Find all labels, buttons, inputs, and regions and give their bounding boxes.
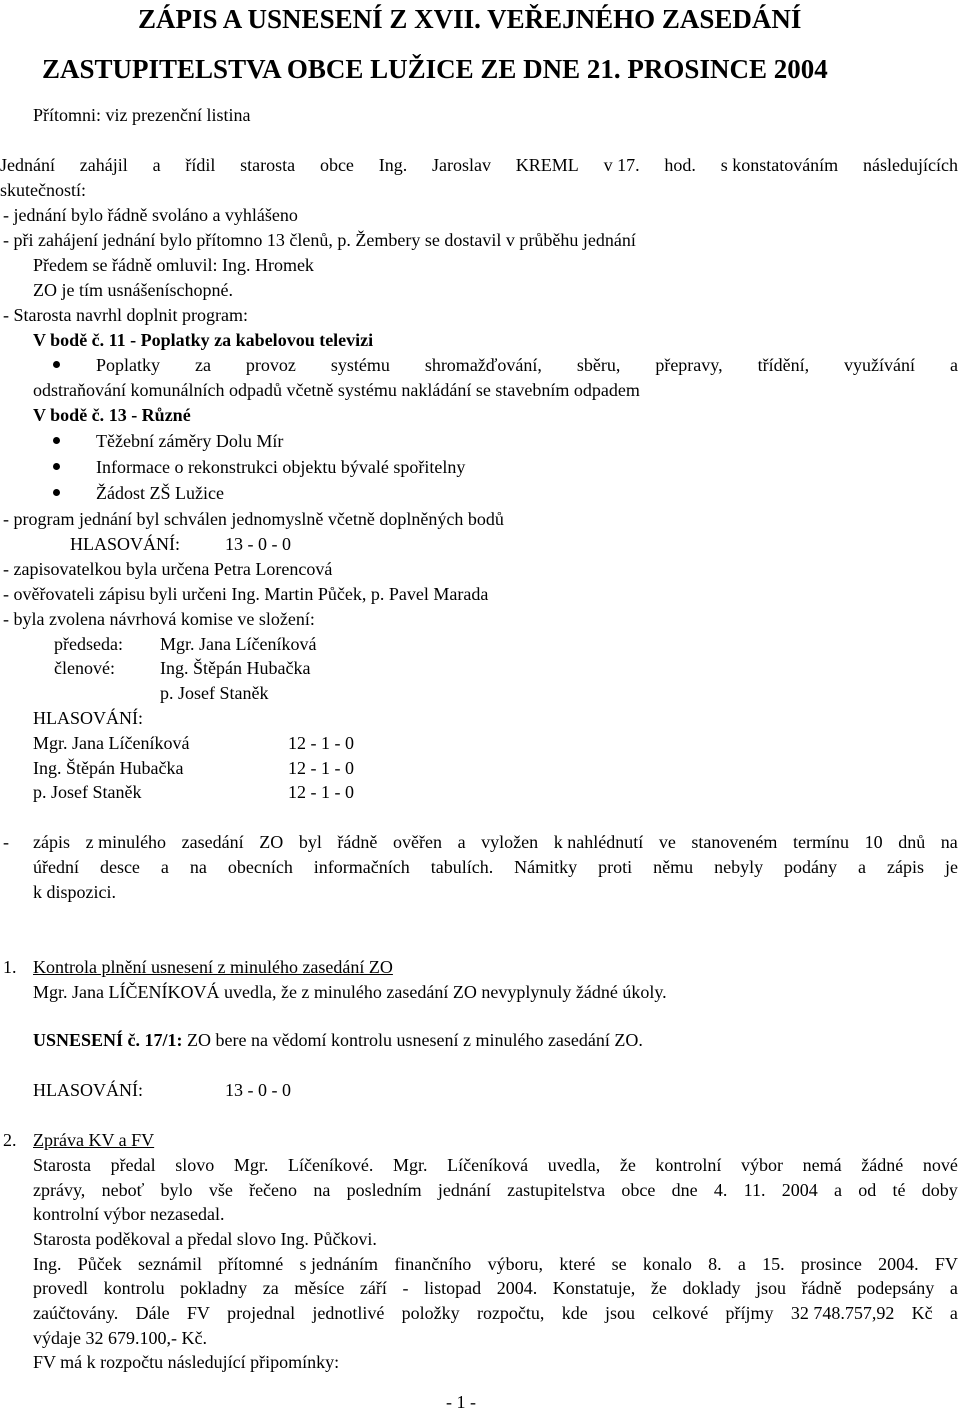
resolution-text: ZO bere na vědomí kontrolu usnesení z minulého zasedání ZO. — [182, 1030, 643, 1050]
word: že — [619, 1155, 636, 1175]
word: k nahlédnutí — [553, 832, 644, 852]
section-2-p3-line-3 — [33, 1304, 958, 1322]
committee-vote-result: 12 - 1 - 0 — [288, 782, 354, 802]
word: 11. — [743, 1180, 766, 1200]
member-1: Ing. Štěpán Hubačka — [160, 658, 311, 678]
word: nemá — [802, 1155, 842, 1175]
section-1-vote-result: 13 - 0 - 0 — [225, 1080, 291, 1100]
committee-vote-result: 12 - 1 - 0 — [288, 758, 354, 778]
word: položky — [401, 1303, 460, 1323]
word: informačních — [313, 857, 410, 877]
word: jednání — [437, 1180, 491, 1200]
word: na — [940, 832, 958, 852]
word: provoz — [245, 355, 296, 375]
word: kontrolní — [655, 1155, 722, 1175]
word: podepsány — [857, 1278, 935, 1298]
word: Půček — [77, 1254, 122, 1274]
chair-label: předseda: — [54, 634, 123, 654]
section-1-number: 1. — [3, 957, 17, 977]
word: Starosta — [33, 1155, 91, 1175]
word: vyložen — [481, 832, 539, 852]
word: přítomné — [218, 1254, 284, 1274]
word: Mgr. — [393, 1155, 428, 1175]
attendance-line: Přítomni: viz prezenční listina — [33, 105, 251, 125]
word: zprávy, — [33, 1180, 86, 1200]
document-title-line2: ZASTUPITELSTVA OBCE LUŽICE ZE DNE 21. PROSINCE 2004 — [42, 54, 828, 84]
word: byl — [298, 832, 322, 852]
word: a — [160, 857, 169, 877]
word: Námitky — [514, 857, 578, 877]
word: 4. — [713, 1180, 728, 1200]
word: Dále — [135, 1303, 170, 1323]
word: obce — [319, 155, 354, 175]
word: Ing. — [378, 155, 408, 175]
word: KREML — [515, 155, 579, 175]
word: termínu — [793, 832, 849, 852]
word: předal — [110, 1155, 156, 1175]
word: na — [313, 1180, 331, 1200]
word: jsou — [605, 1303, 636, 1323]
word: a — [152, 155, 161, 175]
word: s konstatováním — [720, 155, 839, 175]
word: sběru, — [576, 355, 621, 375]
opening-item-1: - jednání bylo řádně svoláno a vyhlášeno — [3, 205, 298, 225]
word: výboru, — [487, 1254, 544, 1274]
word: listopad — [424, 1278, 482, 1298]
section-2-title: Zpráva KV a FV — [33, 1130, 155, 1150]
word: zastupitelstva — [507, 1180, 606, 1200]
opening-line-2: skutečností: — [0, 180, 86, 200]
resolution-label: USNESENÍ č. 17/1: — [33, 1030, 183, 1050]
word: s jednáním — [299, 1254, 379, 1274]
word: neboť — [101, 1180, 145, 1200]
word: bylo — [160, 1180, 193, 1200]
point-13-bullet-1: Těžební záměry Dolu Mír — [96, 431, 284, 451]
word: konalo — [642, 1254, 692, 1274]
word: prosince — [800, 1254, 862, 1274]
opening-line-1 — [0, 156, 958, 174]
word: výbor — [741, 1155, 784, 1175]
word: doklady — [682, 1278, 741, 1298]
section-1-vote-label: HLASOVÁNÍ: — [33, 1080, 143, 1100]
point-13-heading-prefix: V bodě č. — [33, 405, 105, 425]
word: ověřen — [393, 832, 442, 852]
word: a — [949, 1303, 958, 1323]
word: jednotlivé — [312, 1303, 385, 1323]
word: shromažďování, — [424, 355, 542, 375]
word: v 17. — [603, 155, 640, 175]
word: vše — [208, 1180, 233, 1200]
word: hod. — [664, 155, 696, 175]
word: které — [559, 1254, 596, 1274]
word: ZO — [259, 832, 284, 852]
word: a — [834, 1180, 842, 1200]
section-2-p3-line-2 — [33, 1279, 958, 1297]
word: řádně — [337, 832, 378, 852]
committee-line: - byla zvolena návrhová komise ve složení: — [3, 609, 315, 629]
word: té — [892, 1180, 906, 1200]
word: úřední — [33, 857, 79, 877]
section-2-p1-line-3: kontrolní výbor nezasedal. — [33, 1204, 225, 1224]
word: kontrolu — [103, 1278, 165, 1298]
word: kde — [561, 1303, 588, 1323]
word: a — [457, 832, 466, 852]
word: řídil — [185, 155, 216, 175]
word: posledním — [346, 1180, 422, 1200]
word: rozpočtu, — [476, 1303, 545, 1323]
program-vote-label: HLASOVÁNÍ: — [70, 534, 180, 554]
previous-minutes-line-1 — [33, 833, 958, 851]
word: nové — [922, 1155, 958, 1175]
word: uvedla, — [547, 1155, 601, 1175]
word: ve — [658, 832, 676, 852]
bullet-icon — [53, 489, 60, 496]
word: dnů — [898, 832, 926, 852]
word: za — [262, 1278, 279, 1298]
word: je — [944, 857, 958, 877]
word: projednal — [227, 1303, 296, 1323]
word: zápis — [886, 857, 924, 877]
point-13-heading — [33, 406, 191, 424]
word: 8. — [708, 1254, 722, 1274]
word: Líčeníkové. — [287, 1155, 374, 1175]
section-2-p4: FV má k rozpočtu následující připomínky: — [33, 1352, 340, 1372]
bullet-icon — [53, 463, 60, 470]
word: obce — [621, 1180, 656, 1200]
word: němu — [653, 857, 694, 877]
excused-line: Předem se řádně omluvil: Ing. Hromek — [33, 255, 314, 275]
word: 2004. — [878, 1254, 919, 1274]
word: 2004. — [496, 1278, 538, 1298]
word: na — [189, 857, 207, 877]
word: dne — [671, 1180, 698, 1200]
word: 32 748.757,92 — [790, 1303, 895, 1323]
point-11-bullet-line-2: odstraňování komunálních odpadů včetně systému nakládání se stavebním odpadem — [33, 380, 640, 400]
verifiers-line: - ověřovateli zápisu byli určeni Ing. Martin Půček, p. Pavel Marada — [3, 584, 489, 604]
point-11-bullet-line-1 — [96, 356, 958, 374]
section-1-resolution — [33, 1031, 643, 1049]
opening-item-2: - při zahájení jednání bylo přítomno 13 členů, p. Žembery se dostavil v průběhu jednání — [3, 230, 636, 250]
section-2-p3-line-4: výdaje 32 679.100,- Kč. — [33, 1328, 207, 1348]
word: stanoveném — [691, 832, 778, 852]
word: zápis — [33, 832, 70, 852]
word: podány — [784, 857, 838, 877]
section-1-text: Mgr. Jana LÍČENÍKOVÁ uvedla, že z minulého zasedání ZO nevyplynuly žádné úkoly. — [33, 982, 667, 1002]
committee-vote-label: HLASOVÁNÍ: — [33, 708, 143, 728]
word: FV — [934, 1254, 958, 1274]
word: Mgr. — [233, 1155, 269, 1175]
members-label: členové: — [54, 658, 115, 678]
word: doby — [921, 1180, 958, 1200]
word: a — [858, 857, 867, 877]
word: jsou — [756, 1278, 787, 1298]
word: Jednání — [0, 155, 55, 175]
section-2-number: 2. — [3, 1130, 17, 1150]
word: obecních — [227, 857, 293, 877]
section-2-p3-line-1 — [33, 1255, 958, 1273]
word: měsíce — [294, 1278, 345, 1298]
quorum-line: ZO je tím usnášeníschopné. — [33, 280, 233, 300]
word: 10 — [864, 832, 883, 852]
word: Jaroslav — [432, 155, 491, 175]
word: zaúčtovány. — [33, 1303, 119, 1323]
word: příjmy — [725, 1303, 774, 1323]
word: žádné — [861, 1155, 904, 1175]
document-title-line1: ZÁPIS A USNESENÍ Z XVII. VEŘEJNÉHO ZASEDÁNÍ — [138, 4, 802, 34]
section-1-title: Kontrola plnění usnesení z minulého zasedání ZO — [33, 957, 393, 977]
word: využívání — [844, 355, 916, 375]
word: řečeno — [249, 1180, 298, 1200]
word: třídění, — [757, 355, 810, 375]
word: a — [949, 1278, 958, 1298]
word: zahájil — [79, 155, 128, 175]
previous-minutes-dash: - — [3, 832, 9, 852]
section-2-p1-line-1 — [33, 1156, 958, 1174]
point-13-bullet-2: Informace o rekonstrukci objektu bývalé spořitelny — [96, 457, 466, 477]
word: přepravy, — [655, 355, 723, 375]
word: z minulého — [85, 832, 167, 852]
section-2-p2: Starosta poděkoval a předal slovo Ing. Půčkovi. — [33, 1229, 377, 1249]
word: provedl — [33, 1278, 88, 1298]
point-13-bullet-3: Žádost ZŠ Lužice — [96, 483, 224, 503]
word: 15. — [762, 1254, 785, 1274]
page-number: - 1 - — [446, 1392, 476, 1412]
previous-minutes-line-3: k dispozici. — [33, 882, 116, 902]
previous-minutes-line-2 — [33, 858, 958, 876]
committee-vote-name: Mgr. Jana Líčeníková — [33, 733, 190, 753]
point-11-heading: V bodě č. 11 - Poplatky za kabelovou televizi — [33, 330, 374, 350]
program-vote-result: 13 - 0 - 0 — [225, 534, 291, 554]
word: září — [359, 1278, 387, 1298]
program-approved-line: - program jednání byl schválen jednomyslně včetně doplněných bodů — [3, 509, 504, 529]
word: tabulích. — [430, 857, 494, 877]
word: že — [650, 1278, 667, 1298]
recorder-line: - zapisovatelkou byla určena Petra Lorencová — [3, 559, 333, 579]
program-addition-line: - Starosta navrhl doplnit program: — [3, 305, 248, 325]
bullet-icon — [53, 361, 60, 368]
word: celkové — [652, 1303, 709, 1323]
word: Ing. — [33, 1254, 62, 1274]
word: - — [402, 1278, 409, 1298]
word: nebyly — [714, 857, 764, 877]
word: systému — [330, 355, 390, 375]
word: a — [949, 355, 958, 375]
word: FV — [186, 1303, 210, 1323]
word: řádně — [801, 1278, 842, 1298]
bullet-icon — [53, 437, 60, 444]
chair-name: Mgr. Jana Líčeníková — [160, 634, 317, 654]
word: od — [858, 1180, 877, 1200]
section-2-p1-line-2 — [33, 1181, 958, 1199]
word: seznámil — [138, 1254, 203, 1274]
word: Poplatky — [96, 355, 161, 375]
word: proti — [598, 857, 633, 877]
word: se — [611, 1254, 627, 1274]
word: finančního — [394, 1254, 472, 1274]
member-2: p. Josef Staněk — [160, 683, 269, 703]
word: 2004 — [781, 1180, 818, 1200]
word: desce — [99, 857, 140, 877]
word: zasedání — [181, 832, 244, 852]
committee-vote-result: 12 - 1 - 0 — [288, 733, 354, 753]
word: slovo — [175, 1155, 215, 1175]
word: pokladny — [180, 1278, 248, 1298]
word: Konstatuje, — [552, 1278, 636, 1298]
point-13-heading-suffix: 13 - Různé — [104, 405, 191, 425]
word: za — [194, 355, 211, 375]
word: Kč — [911, 1303, 933, 1323]
word: následujících — [862, 155, 958, 175]
word: starosta — [240, 155, 296, 175]
word: Líčeníková — [447, 1155, 529, 1175]
committee-vote-name: Ing. Štěpán Hubačka — [33, 758, 184, 778]
committee-vote-name: p. Josef Staněk — [33, 782, 142, 802]
word: a — [737, 1254, 746, 1274]
